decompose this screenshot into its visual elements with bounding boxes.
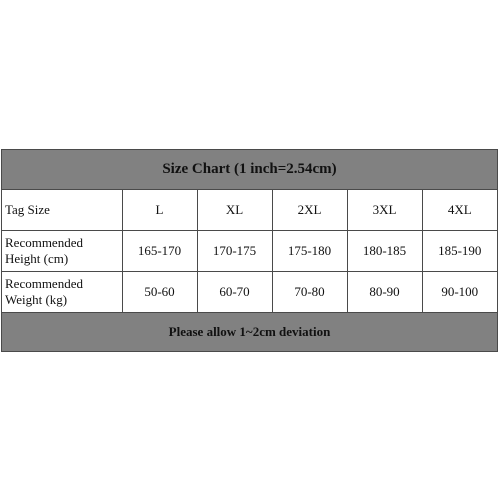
height-cell-l: 165-170 [122, 231, 197, 272]
weight-cell-l: 50-60 [122, 272, 197, 313]
weight-label [2, 272, 122, 313]
weight-row [2, 272, 497, 313]
size-cell-2xl: 2XL [272, 190, 347, 231]
weight-cell-3xl: 80-90 [347, 272, 422, 313]
height-cell-4xl: 185-190 [422, 231, 497, 272]
tag-size-row [2, 190, 497, 231]
height-cell-xl: 170-175 [197, 231, 272, 272]
height-label-line2: Height (cm) [5, 251, 69, 266]
weight-cell-2xl: 70-80 [272, 272, 347, 313]
deviation-note-bar [2, 312, 497, 351]
size-chart-title-bar [2, 150, 497, 190]
weight-label-line1: Recommended [5, 276, 83, 291]
height-row [2, 231, 497, 272]
height-label-line1: Recommended [5, 235, 83, 250]
size-table [2, 190, 497, 313]
size-cell-4xl: 4XL [422, 190, 497, 231]
size-chart-title: Size Chart (1 inch=2.54cm) [162, 161, 337, 177]
size-chart [1, 149, 498, 352]
height-label [2, 231, 122, 272]
size-cell-xl: XL [197, 190, 272, 231]
height-cell-2xl: 175-180 [272, 231, 347, 272]
weight-cell-xl: 60-70 [197, 272, 272, 313]
weight-cell-4xl: 90-100 [422, 272, 497, 313]
height-cell-3xl: 180-185 [347, 231, 422, 272]
tag-size-label: Tag Size [2, 190, 122, 231]
size-cell-3xl: 3XL [347, 190, 422, 231]
size-cell-l: L [122, 190, 197, 231]
weight-label-line2: Weight (kg) [5, 292, 68, 307]
deviation-note: Please allow 1~2cm deviation [168, 324, 331, 339]
